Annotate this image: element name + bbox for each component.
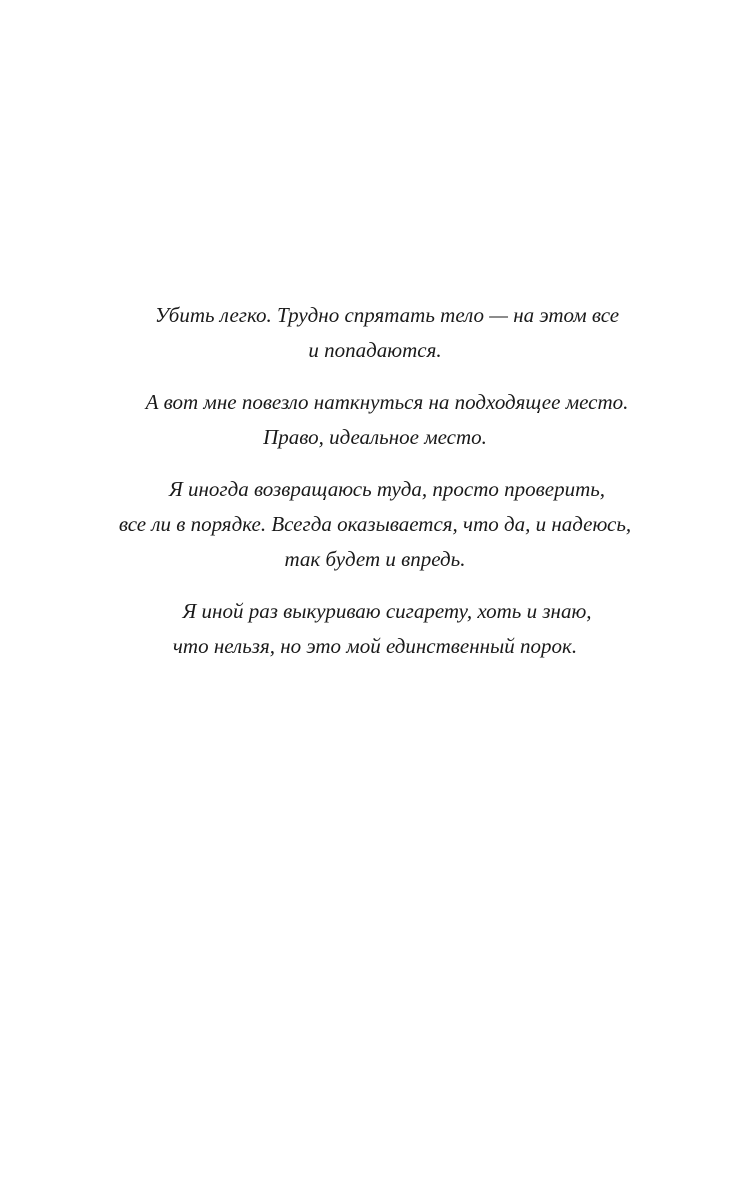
paragraph-2	[90, 385, 660, 455]
paragraph-3	[90, 472, 660, 577]
text-line: Я иной раз выкуриваю сигарету, хоть и знаю,	[182, 599, 592, 623]
text-line: Я иногда возвращаюсь туда, просто проверить,	[168, 477, 606, 501]
text-line: А вот мне повезло наткнуться на подходящее место.	[145, 390, 629, 414]
text-line: все ли в порядке. Всегда оказывается, что да, и надеюсь,	[118, 512, 632, 536]
text-line: что нельзя, но это мой единственный порок.	[172, 634, 578, 658]
text-line: Убить легко. Трудно спрятать тело — на этом все	[154, 303, 620, 327]
text-line: и попадаются.	[308, 338, 442, 362]
text-line: Право, идеальное место.	[263, 425, 487, 449]
epigraph-text	[90, 298, 660, 681]
paragraph-1	[90, 298, 660, 368]
text-line: так будет и впредь.	[284, 547, 466, 571]
paragraph-4	[90, 594, 660, 664]
